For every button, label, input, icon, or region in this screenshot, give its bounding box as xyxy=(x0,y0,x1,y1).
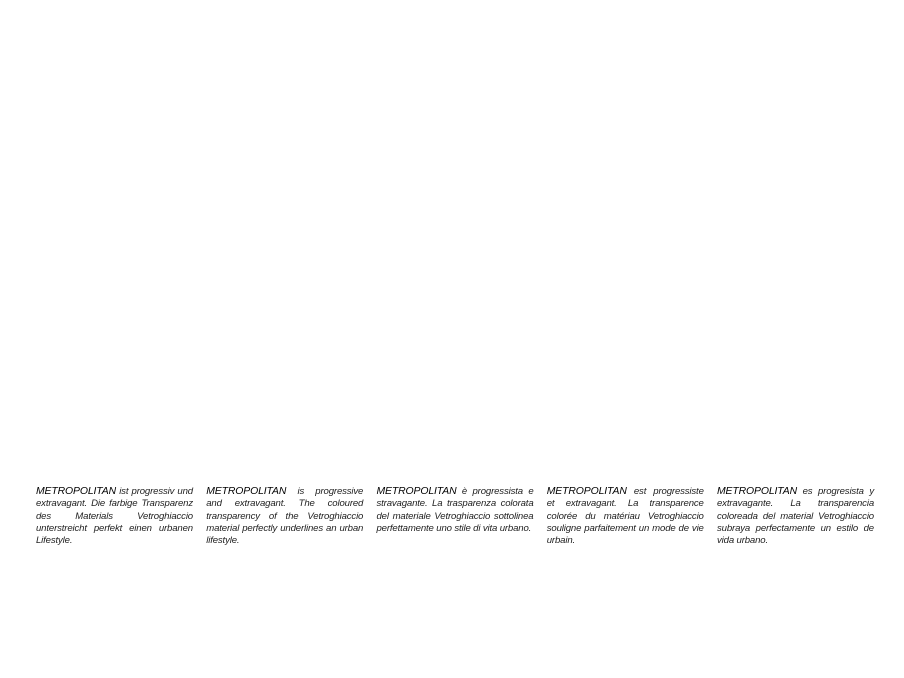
brand-name: METROPOLITAN xyxy=(36,486,117,497)
brand-name: METROPOLITAN xyxy=(717,486,798,497)
multilingual-description-columns xyxy=(36,486,874,547)
brand-name: METROPOLITAN xyxy=(546,486,627,497)
description-column-spanish xyxy=(717,486,874,547)
description-text: is progressive and extravagant. The coloured transparency of the Vetroghiaccio material perfectly underlines an urban lifestyle. xyxy=(206,486,364,547)
description-column-french xyxy=(547,486,704,547)
description-text: ist progressiv und extravagant. Die farbige Transparenz des Materials Vetroghiaccio unterstreicht perfekt einen urbanen Lifestyle. xyxy=(36,486,193,547)
description-text: è progressista e stravagante. La trasparenza colorata del materiale Vetroghiaccio sottolinea perfettamente uno stile di vita urbano. xyxy=(376,486,534,534)
description-text: est progressiste et extravagant. La transparence colorée du matériau Vetroghiaccio souligne parfaitement un mode de vie urbain. xyxy=(546,486,704,547)
brand-name: METROPOLITAN xyxy=(206,486,287,497)
description-column-italian xyxy=(377,486,534,547)
description-text: es progresista y extravagante. La transparencia coloreada del material Vetroghiaccio subraya perfectamente un estilo de vida urbano. xyxy=(717,486,874,547)
description-column-german xyxy=(36,486,193,547)
description-column-english xyxy=(206,486,363,547)
brand-name: METROPOLITAN xyxy=(376,486,457,497)
